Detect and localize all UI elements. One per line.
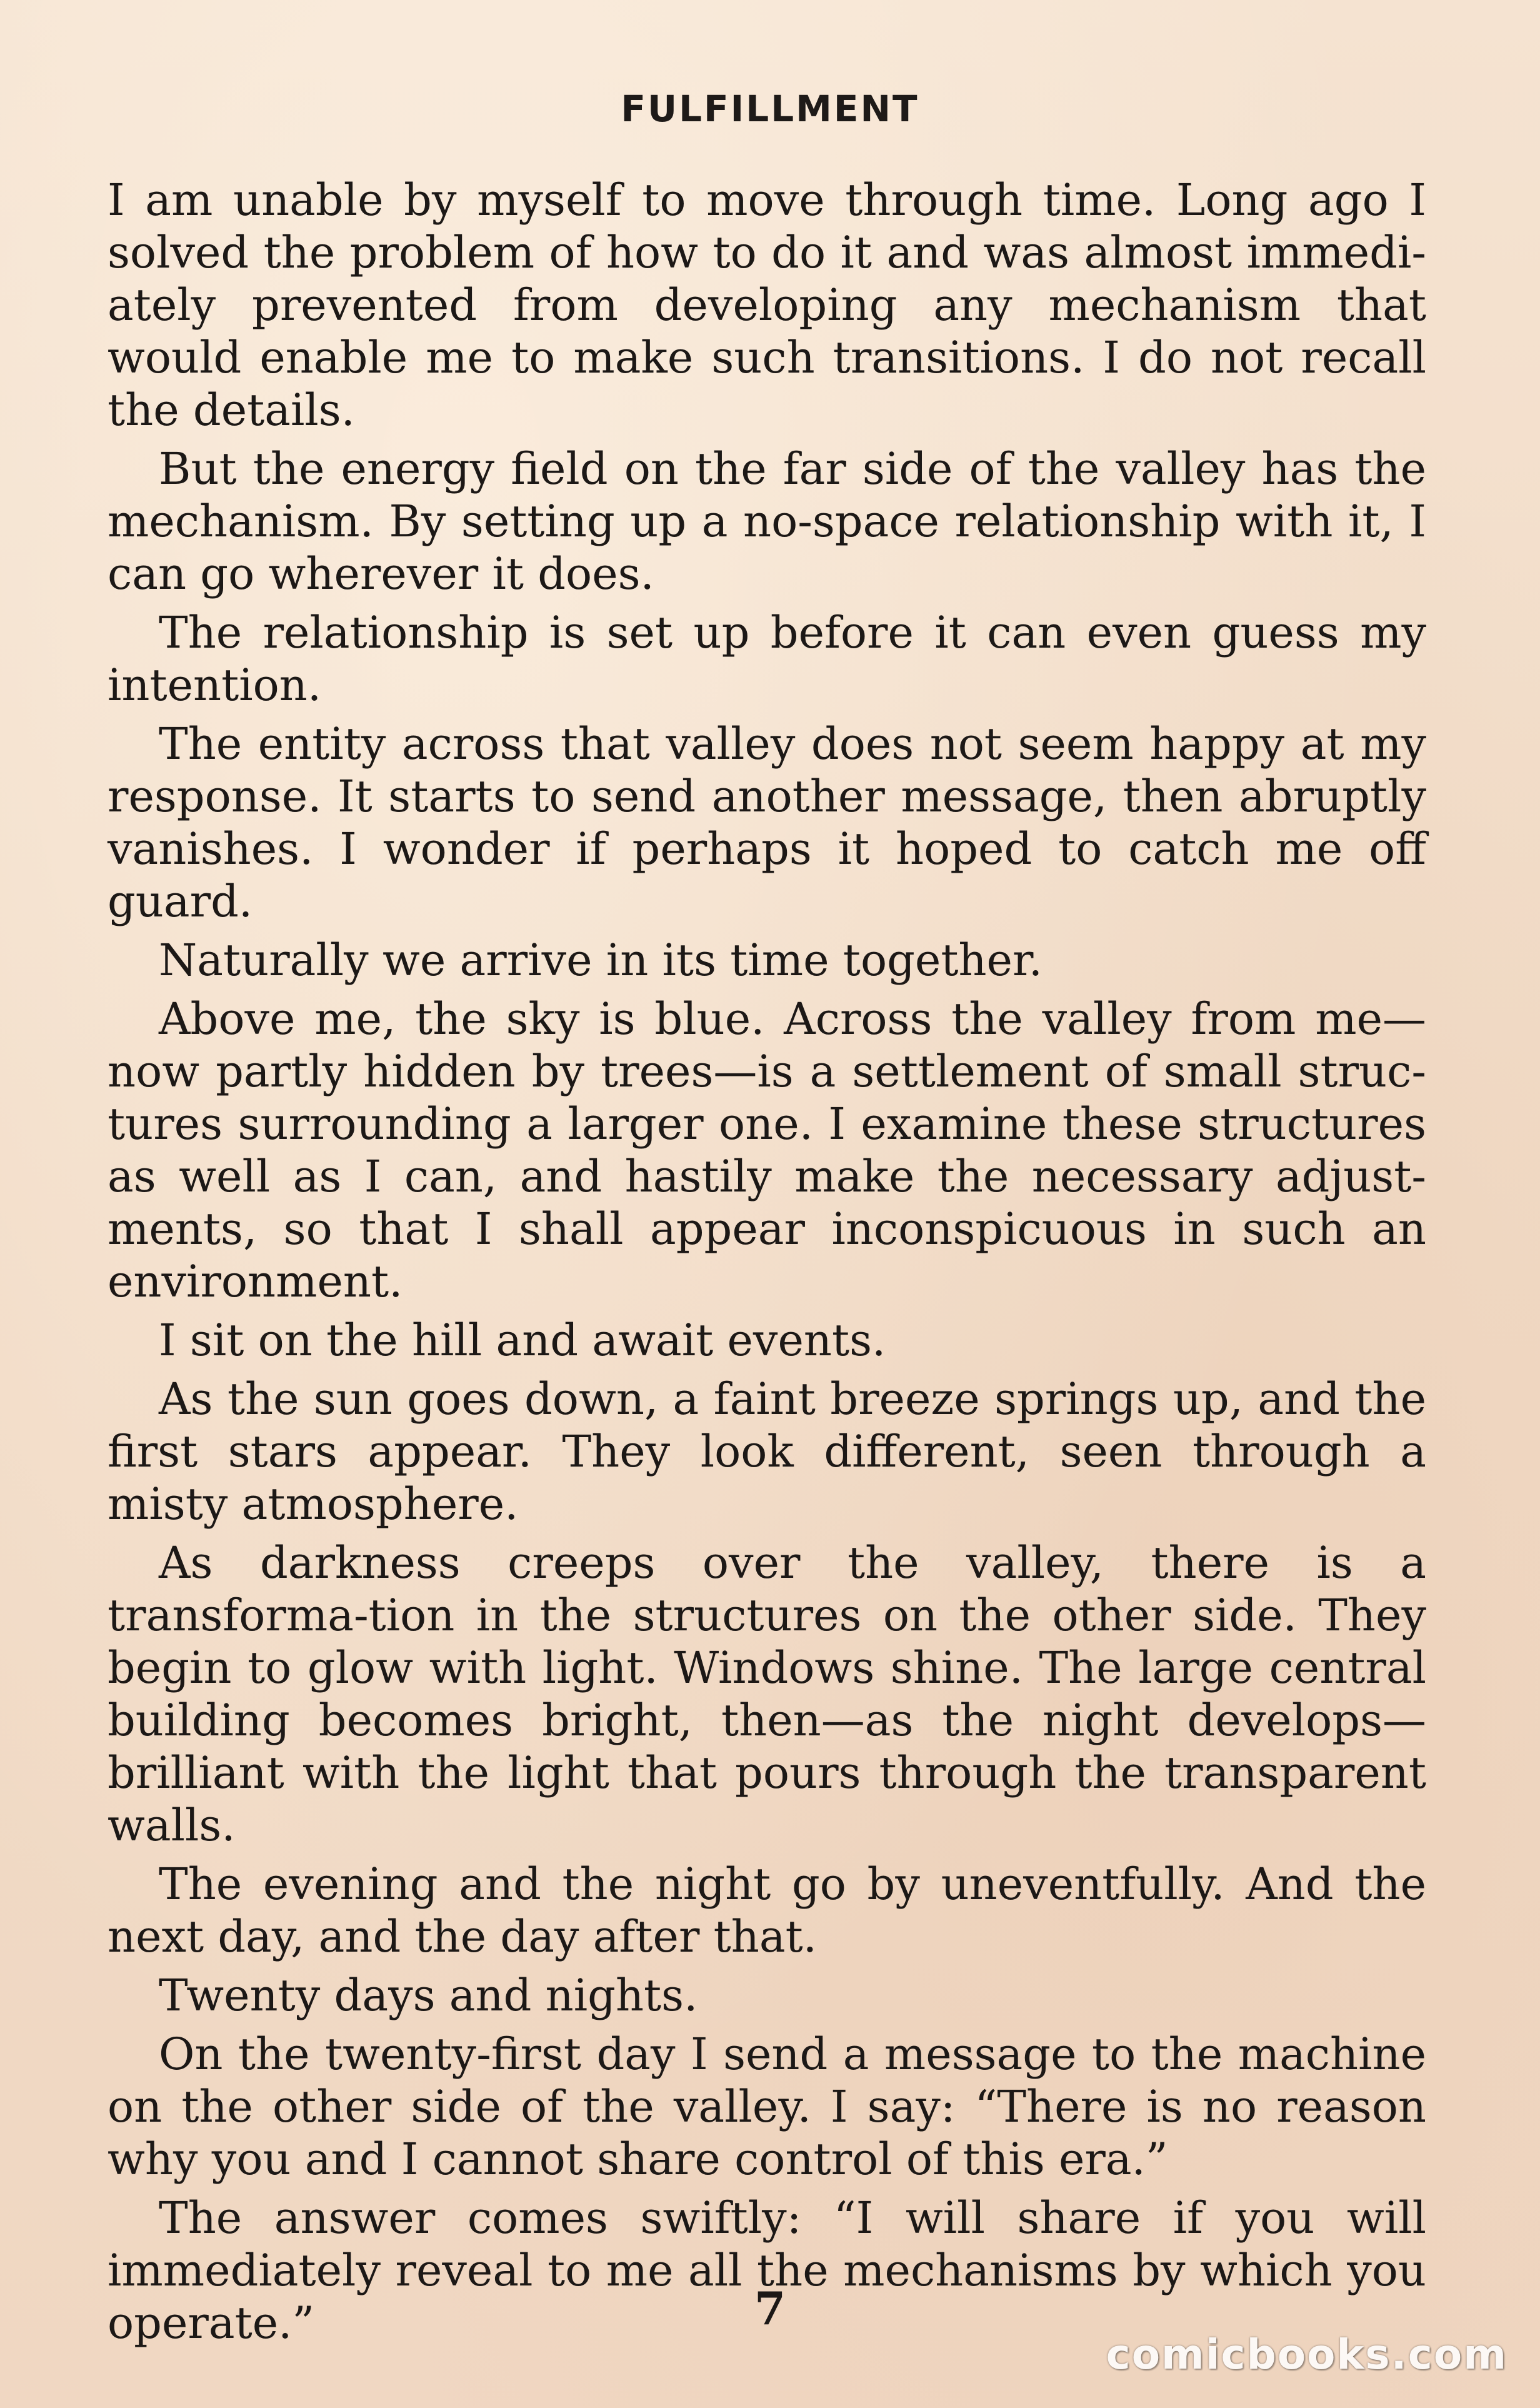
- paragraph: As the sun goes down, a faint breeze springs up, and the first stars appear. They look different, seen through a misty atmosphere.: [108, 1373, 1426, 1530]
- paragraph: But the energy field on the far side of the valley has the mechanism. By setting up a no-space relationship with it, I can go wherever it does.: [108, 443, 1426, 599]
- paragraph: On the twenty-first day I send a message to the machine on the other side of the valley. I say: “There is no reason why you and I cannot share control of this era.”: [108, 2029, 1426, 2185]
- paragraph: Twenty days and nights.: [159, 1970, 698, 2021]
- paragraph: As darkness creeps over the valley, there is a transforma-tion in the structures on the other side. They begin to glow with light. Windows shine. The large central building becomes bright, then—as the night develops—brilliant with the light that pours through the transparent walls.: [108, 1537, 1426, 1851]
- paragraph: Above me, the sky is blue. Across the valley from me—now partly hidden by trees—is a settlement of small struc-tures surrounding a larger one. I examine these structures as well as I can, and hastily make the necessary adjust-ments, so that I shall appear inconspicuous in such an environment.: [108, 993, 1426, 1307]
- paragraph: The answer comes swiftly: “I will share if you will immediately reveal to me all the mechanisms by which you operate.”: [108, 2192, 1426, 2349]
- paragraph: I sit on the hill and await events.: [159, 1315, 886, 1366]
- paragraph: The relationship is set up before it can even guess my intention.: [108, 607, 1426, 711]
- paragraph: The entity across that valley does not seem happy at my response. It starts to send another message, then abruptly vanishes. I wonder if perhaps it hoped to catch me off guard.: [108, 718, 1426, 927]
- paragraph: Naturally we arrive in its time together.: [159, 935, 1042, 986]
- paragraph: The evening and the night go by uneventfully. And the next day, and the day after that.: [108, 1859, 1426, 1962]
- body-text: [108, 174, 1426, 2355]
- page-number: 7: [754, 2282, 786, 2335]
- paragraph: I am unable by myself to move through time. Long ago I solved the problem of how to do it and was almost immedi-ately prevented from developing any mechanism that would enable me to make such transitions. I do not recall the details.: [108, 174, 1426, 436]
- site-watermark: comicbooks.com: [1106, 2330, 1508, 2379]
- running-head: FULFILLMENT: [621, 88, 919, 130]
